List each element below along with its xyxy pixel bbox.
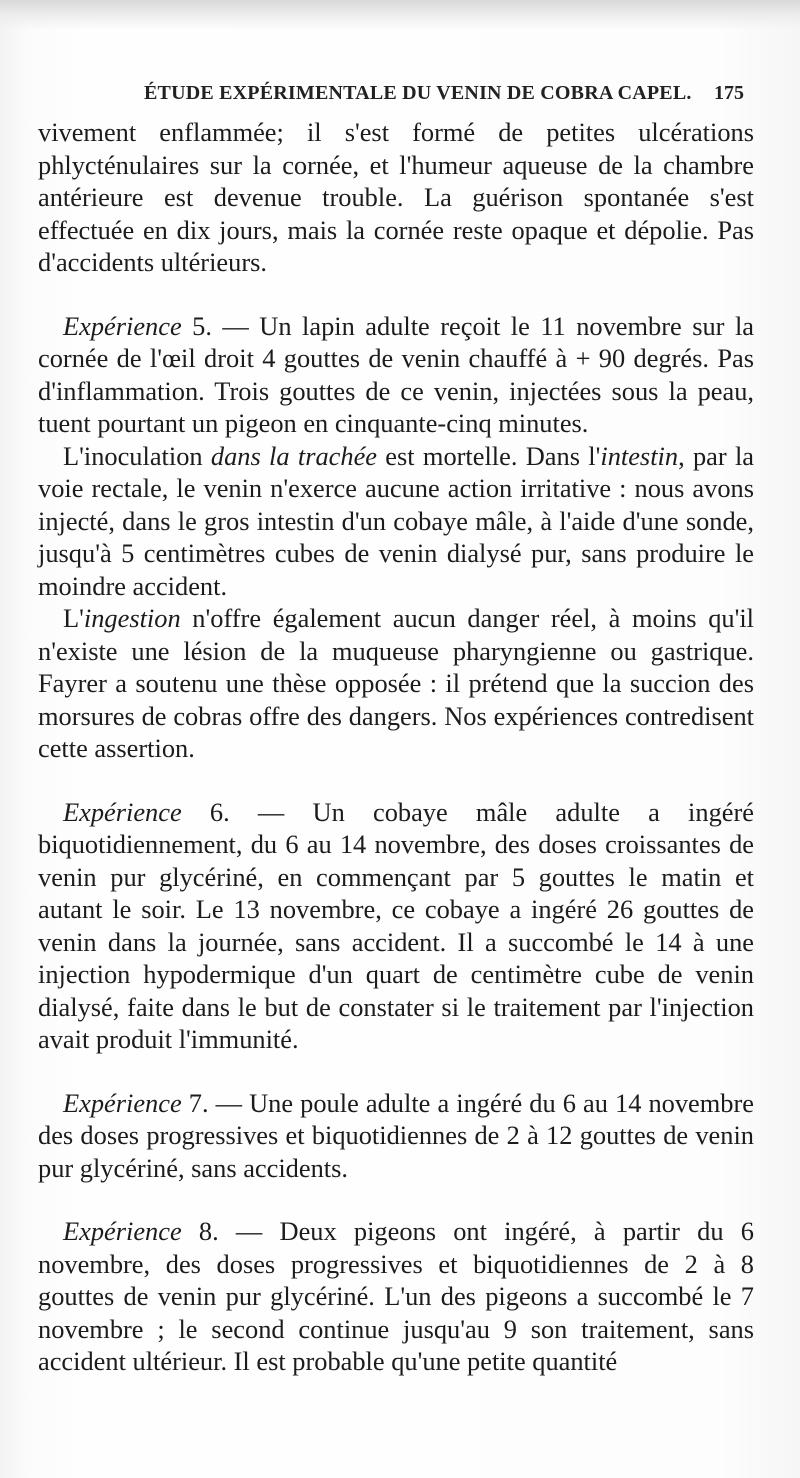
text-run: est mortelle. Dans l' — [377, 440, 601, 471]
page-body — [38, 116, 754, 1378]
text-run: 5. — Un lapin adulte reçoit le 11 novembre sur la cornée de l'œil droit 4 gouttes de venin chauffé à + 90 degrés. Pas d'inflammation. Trois gouttes de ce venin, injectées sous la peau, tuent pourtant un pigeon en cinquante-cinq minutes. — [38, 310, 754, 438]
experience-label: Expérience — [63, 796, 182, 827]
paragraph-inoculation — [38, 440, 754, 603]
running-head — [0, 82, 800, 112]
italic-term-trachee: dans la trachée — [210, 440, 378, 471]
experience-label: Expérience — [63, 1087, 182, 1118]
running-head-title: ÉTUDE EXPÉRIMENTALE DU VENIN DE COBRA CAPEL. — [144, 82, 692, 104]
text-run: , par la voie rectale, le venin n'exerce aucune action irritative : nous avons injecté, dans le gros intestin d'un cobaye mâle, à l'aide d'une sonde, jusqu'à 5 centimètres cubes de venin dialysé pur, sans produire le moindre accident. — [38, 440, 754, 601]
experience-label: Expérience — [63, 1216, 182, 1246]
text-run: 7. — Une poule adulte a ingéré du 6 au 14 novembre des doses progressives et biquotidiennes de 2 à 12 gouttes de venin pur glycériné, sans accidents. — [38, 1087, 754, 1183]
text-run: vivement enflammée; il s'est formé de petites ulcérations phlycténulaires sur la cornée, et l'humeur aqueuse de la chambre antérieure est devenue trouble. La guérison spontanée s'est effectuée en dix jours, mais la cornée reste opaque et dépolie. Pas d'accidents ultérieurs. — [38, 117, 754, 277]
text-run: L' — [63, 603, 84, 633]
italic-term-ingestion: ingestion — [83, 603, 181, 633]
text-run: 8. — Deux pigeons ont ingéré, à partir du 6 novembre, des doses progressives et biquotidiennes de 2 à 8 gouttes de venin pur glycériné. L'un des pigeons a succombé le 7 novembre ; le second continue jusqu'au 9 son traitement, sans accident ultérieur. Il est probable qu'une petite quantité — [38, 1216, 754, 1376]
text-run: L'inoculation — [63, 440, 211, 471]
italic-term-intestin: intestin — [600, 440, 679, 471]
paragraph-ingestion — [38, 602, 754, 765]
paragraph-continuation — [38, 116, 754, 279]
experience-label: Expérience — [63, 310, 182, 341]
page-number: 175 — [714, 82, 744, 104]
scan-edge-shadow — [0, 0, 800, 30]
paragraph-experience-7 — [38, 1087, 754, 1185]
text-run: n'offre également aucun danger réel, à moins qu'il n'existe une lésion de la muqueuse pharyngienne ou gastrique. Fayrer a soutenu une thèse opposée : il prétend que la succion des morsures de cobras offre des dangers. Nos expériences contredisent cette assertion. — [38, 603, 754, 763]
paragraph-experience-8 — [38, 1215, 754, 1378]
paragraph-experience-5 — [38, 310, 754, 440]
paragraph-experience-6 — [38, 796, 754, 1056]
text-run: 6. — Un cobaye mâle adulte a ingéré biquotidiennement, du 6 au 14 novembre, des doses croissantes de venin pur glycériné, en commençant par 5 gouttes le matin et autant le soir. Le 13 novembre, ce cobaye a ingéré 26 gouttes de venin dans la journée, sans accident. Il a succombé le 14 à une injection hypodermique d'un quart de centimètre cube de venin dialysé, faite dans le but de constater si le traitement par l'injection avait produit l'immunité. — [38, 796, 754, 1054]
